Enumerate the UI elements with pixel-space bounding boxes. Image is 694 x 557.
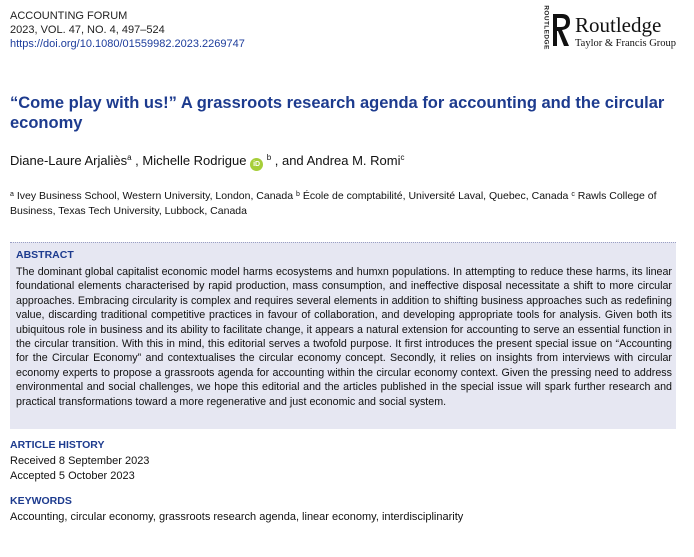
orcid-icon[interactable]: iD bbox=[250, 158, 263, 171]
abstract-heading: ABSTRACT bbox=[16, 249, 74, 261]
accepted-date: Accepted 5 October 2023 bbox=[10, 470, 135, 482]
author-list: Diane-Laure Arjaliès$^a$ , Michelle Rodrigue iD $^b$ , and Andrea M. Romi$^c$ bbox=[10, 153, 404, 171]
author-affil-marker: a bbox=[127, 153, 132, 162]
keywords-list: Accounting, circular economy, grassroots research agenda, linear economy, interdisciplinarity bbox=[10, 511, 464, 523]
routledge-r-icon bbox=[550, 12, 572, 48]
journal-info bbox=[10, 9, 245, 51]
keywords-heading: KEYWORDS bbox=[10, 495, 72, 507]
journal-name: ACCOUNTING FORUM bbox=[10, 10, 128, 22]
author-name[interactable]: Michelle Rodrigue bbox=[142, 153, 247, 168]
article-title: “Come play with us!” A grassroots research agenda for accounting and the circular economy bbox=[10, 94, 665, 132]
affiliations: $^a$ Ivey Business School, Western University, London, Canada $^b$ École de comptabilité, Université Laval, Quebec, Canada $^c$ Rawls College of Business, Texas Tech University, Lubbock, Canada bbox=[10, 190, 657, 217]
affiliation: École de comptabilité, Université Laval, Quebec, Canada bbox=[299, 190, 572, 202]
publisher-subname: Taylor & Francis Group bbox=[575, 38, 677, 49]
publisher-name: Routledge bbox=[575, 13, 662, 37]
received-date: Received 8 September 2023 bbox=[10, 455, 150, 467]
author-name[interactable]: Diane-Laure Arjaliès bbox=[10, 153, 128, 168]
publisher-logo bbox=[538, 5, 688, 52]
affiliation: Ivey Business School, Western University, London, Canada bbox=[13, 190, 296, 202]
article-history-heading: ARTICLE HISTORY bbox=[10, 439, 105, 451]
affiliation: Rawls College of Business, Texas Tech University, Lubbock, Canada bbox=[10, 190, 657, 217]
volume-info: 2023, VOL. 47, NO. 4, 497–524 bbox=[10, 24, 165, 36]
abstract-box bbox=[10, 242, 676, 429]
author-affil-marker: c bbox=[400, 153, 405, 162]
publisher-side-label: ROUTLEDGE bbox=[542, 5, 550, 50]
abstract-text: The dominant global capitalist economic model harms ecosystems and humxn populations. In attempting to reduce these harms, its linear foundational elements characterised by rapid production, mass consumption, and ineffective disposal necessitate a shift to more circular approaches. Embracing circularity is complex and requires several elements in addition to shifting business approaches such as redefining value, discarding traditional competitive practices in favour of collaboration, and developing appropriate tools for analysis. Given both its ubiquitous role in business and its ability to facilitate change, it appears a natural extension for accounting to serve an essential function in the circular transition. With this in mind, this editorial serves a twofold purpose. It first introduces the present special issue on “Accounting for the Circular Economy” and contextualises the circular economy concept. Secondly, it relies on insights from interviews with circular economy experts to propose a grassroots agenda for accounting within the circular economy context. Given the pressing need to address environmental and social challenges, we hope this editorial and the articles published in the special issue will spark further research and practical transformations toward a more regenerative and just economic and social system. bbox=[16, 266, 672, 408]
author-affil-marker: b bbox=[266, 153, 272, 162]
doi-link[interactable]: https://doi.org/10.1080/01559982.2023.2269747 bbox=[10, 38, 245, 50]
author-name[interactable]: Andrea M. Romi bbox=[306, 153, 401, 168]
